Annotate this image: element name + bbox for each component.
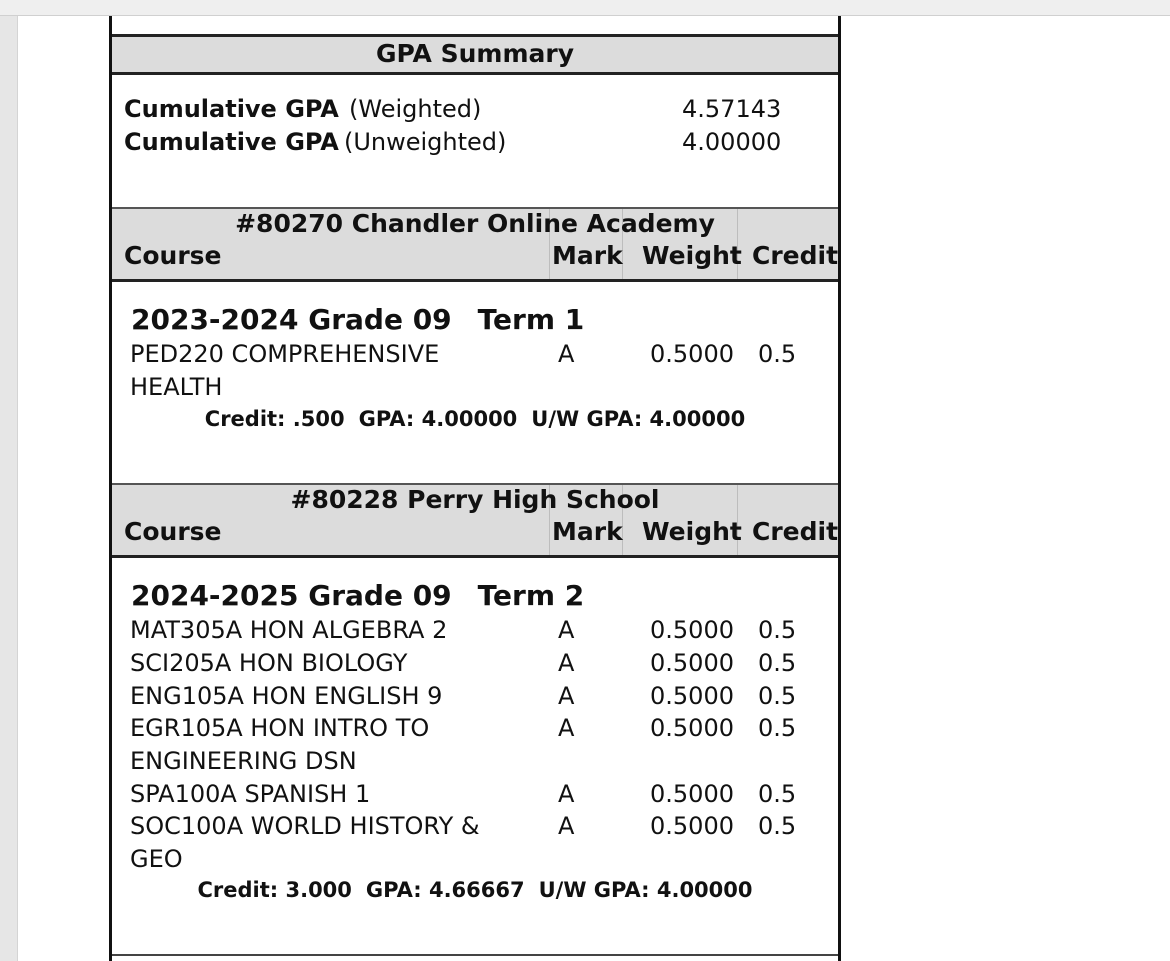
course-name: SCI205A HON BIOLOGY [130, 649, 408, 677]
term-totals [112, 407, 838, 431]
cumulative-gpa-weighted-label [124, 95, 481, 123]
gpa-summary-header [112, 34, 838, 75]
course-weight: 0.5000 [650, 682, 734, 710]
term-year: 2023-2024 [131, 303, 299, 336]
transcript-report [109, 16, 841, 961]
course-name-continued: GEO [130, 845, 183, 873]
unweighted-qualifier: (Unweighted) [343, 128, 507, 156]
term-grade: Grade 09 [308, 579, 452, 612]
course-name: SPA100A SPANISH 1 [130, 780, 371, 808]
course-credit: 0.5 [758, 714, 797, 742]
school-header-perry [112, 483, 838, 558]
course-credit: 0.5 [758, 616, 797, 644]
column-header-course: Course [124, 517, 222, 546]
course-weight: 0.5000 [650, 616, 734, 644]
course-name: ENG105A HON ENGLISH 9 [130, 682, 443, 710]
section-divider [112, 954, 838, 956]
course-name: MAT305A HON ALGEBRA 2 [130, 616, 448, 644]
course-name: EGR105A HON INTRO TO [130, 714, 430, 742]
total-credit: Credit: 3.000 [197, 878, 352, 902]
table-row [112, 780, 838, 813]
table-row [112, 616, 838, 649]
column-header-mark: Mark [552, 241, 623, 270]
course-mark: A [558, 340, 575, 368]
term-name: Term 2 [477, 579, 585, 612]
course-name-continued: ENGINEERING DSN [130, 747, 357, 775]
gpa-summary-title: GPA Summary [376, 39, 574, 68]
column-header-course: Course [124, 241, 222, 270]
table-row-continuation [112, 845, 838, 878]
course-weight: 0.5000 [650, 340, 734, 368]
course-mark: A [558, 780, 575, 808]
total-gpa: GPA: 4.00000 [358, 407, 518, 431]
course-weight: 0.5000 [650, 649, 734, 677]
course-credit: 0.5 [758, 340, 797, 368]
total-credit: Credit: .500 [204, 407, 345, 431]
table-row [112, 340, 838, 373]
course-mark: A [558, 714, 575, 742]
term-heading [131, 579, 584, 612]
course-credit: 0.5 [758, 812, 797, 840]
course-credit: 0.5 [758, 682, 797, 710]
total-uw-gpa: U/W GPA: 4.00000 [538, 878, 753, 902]
cumulative-gpa-unweighted-value: 4.00000 [682, 128, 782, 156]
school-name: #80270 Chandler Online Academy [235, 209, 715, 238]
course-weight: 0.5000 [650, 714, 734, 742]
column-header-credit: Credit [752, 517, 839, 546]
term-name: Term 1 [477, 303, 585, 336]
cumulative-gpa-label: Cumulative GPA [124, 128, 339, 156]
course-credit: 0.5 [758, 649, 797, 677]
viewer-left-scroll-gutter[interactable] [0, 16, 18, 961]
school-name: #80228 Perry High School [290, 485, 660, 514]
column-header-weight: Weight [642, 241, 742, 270]
course-name: PED220 COMPREHENSIVE [130, 340, 440, 368]
viewer-toolbar-strip [0, 0, 1170, 16]
course-credit: 0.5 [758, 780, 797, 808]
table-row [112, 649, 838, 682]
table-row-continuation [112, 373, 838, 406]
course-mark: A [558, 649, 575, 677]
cumulative-gpa-unweighted-label [124, 128, 506, 156]
term-heading [131, 303, 584, 336]
course-weight: 0.5000 [650, 812, 734, 840]
table-row-continuation [112, 747, 838, 780]
course-mark: A [558, 812, 575, 840]
table-row [112, 682, 838, 715]
course-name-continued: HEALTH [130, 373, 223, 401]
cumulative-gpa-label: Cumulative GPA [124, 95, 339, 123]
cumulative-gpa-weighted-value: 4.57143 [682, 95, 782, 123]
table-row [112, 812, 838, 845]
term-grade: Grade 09 [308, 303, 452, 336]
total-uw-gpa: U/W GPA: 4.00000 [531, 407, 746, 431]
school-header-chandler [112, 207, 838, 282]
term-totals [112, 878, 838, 902]
table-row [112, 714, 838, 747]
course-name: SOC100A WORLD HISTORY & [130, 812, 480, 840]
course-mark: A [558, 616, 575, 644]
course-mark: A [558, 682, 575, 710]
course-weight: 0.5000 [650, 780, 734, 808]
column-header-credit: Credit [752, 241, 839, 270]
column-header-mark: Mark [552, 517, 623, 546]
weighted-qualifier: (Weighted) [349, 95, 482, 123]
term-year: 2024-2025 [131, 579, 299, 612]
column-header-weight: Weight [642, 517, 742, 546]
total-gpa: GPA: 4.66667 [365, 878, 525, 902]
